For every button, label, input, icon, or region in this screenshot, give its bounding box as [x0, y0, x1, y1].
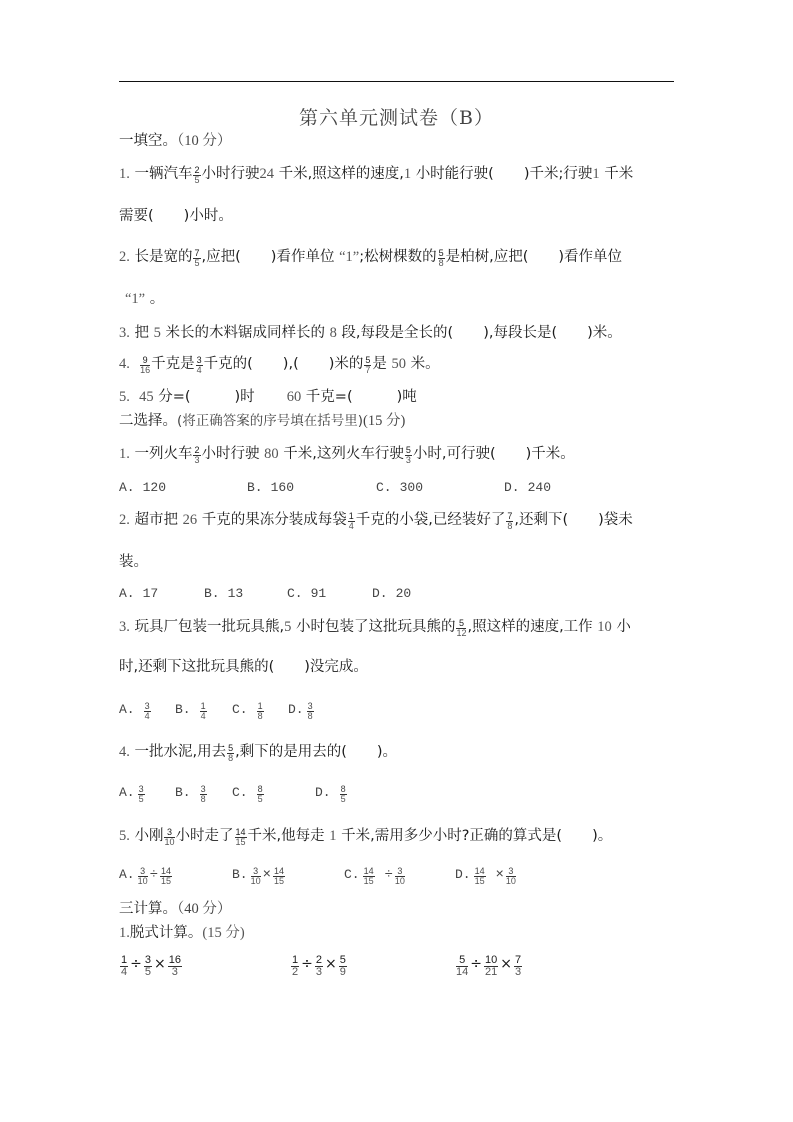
numerator: 16 [168, 953, 181, 966]
numerator: 3 [144, 953, 151, 966]
section-heading-fill-blank [119, 131, 231, 151]
text: 把 [134, 325, 149, 341]
numerator: 3 [196, 355, 202, 365]
fraction [140, 355, 151, 375]
text: 长是宽的 [134, 249, 193, 265]
subsection-points: (15 分) [202, 925, 245, 941]
denominator: 2 [292, 965, 299, 978]
option-label: C. [376, 480, 392, 495]
header-rule [119, 81, 674, 82]
text: 60 [286, 389, 302, 405]
option-b[interactable] [247, 480, 294, 495]
numerator: 14 [474, 865, 485, 876]
option-c[interactable] [344, 865, 406, 886]
numerator: 14 [274, 865, 285, 876]
operator: × [153, 956, 166, 972]
fraction [364, 355, 371, 375]
text: )。 [376, 744, 398, 760]
question-number: 3. [119, 325, 130, 341]
denominator: 4 [144, 710, 150, 721]
text: 5 [284, 619, 292, 635]
text: 一列火车 [134, 446, 193, 462]
fraction [193, 445, 200, 465]
text: 千米,需用多少小时?正确的算式是( [341, 828, 563, 844]
option-b[interactable] [204, 586, 243, 601]
numerator: 3 [200, 783, 206, 794]
denominator: 4 [196, 365, 202, 375]
numerator: 3 [508, 865, 514, 876]
operator: × [324, 956, 337, 972]
fraction [257, 700, 264, 721]
option-a[interactable] [119, 586, 158, 601]
numerator: 3 [166, 827, 172, 837]
option-value: 240 [527, 480, 552, 495]
question-number: 1. [119, 925, 130, 941]
denominator: 4 [348, 521, 354, 531]
option-label: B. [247, 480, 263, 495]
question-number: 4. [119, 356, 130, 372]
text: 千克的小袋,已经装好了 [355, 512, 506, 528]
text: 超市把 [134, 512, 178, 528]
numerator: 5 [228, 743, 234, 753]
denominator: 15 [363, 875, 374, 886]
fraction [235, 827, 247, 847]
text: )米。 [587, 325, 622, 341]
section-heading-calculation [119, 899, 231, 919]
operator: ÷ [130, 956, 142, 972]
operator: ÷ [470, 956, 482, 972]
numerator: 14 [363, 865, 374, 876]
numerator: 3 [397, 865, 403, 876]
question-1-1-cont [119, 206, 233, 226]
expression-1 [119, 953, 183, 978]
fraction [363, 865, 375, 886]
text: 26 [182, 512, 198, 528]
operator: × [500, 956, 512, 972]
text: 千米,照这样的速度, [278, 166, 404, 182]
numerator: 9 [142, 355, 148, 365]
text: )看作单位 [558, 249, 623, 265]
text: 需要( [119, 208, 154, 224]
text: 小时能行驶( [415, 166, 494, 182]
fraction [193, 248, 200, 268]
denominator: 7 [365, 365, 371, 375]
option-b[interactable] [175, 700, 208, 721]
text: 一批水泥,用去 [134, 744, 227, 760]
section-heading-choice [119, 411, 405, 431]
fraction [160, 865, 172, 886]
denominator: 12 [456, 628, 467, 638]
denominator: 10 [137, 875, 148, 886]
denominator: 5 [194, 175, 200, 185]
option-value: 20 [395, 586, 412, 601]
text: 千米,他每走 [247, 828, 325, 844]
numerator: 10 [484, 953, 498, 966]
fraction [200, 783, 207, 804]
operator: ÷ [384, 867, 393, 883]
option-label: C. [232, 785, 248, 800]
question-number: 1. [119, 166, 130, 182]
text: 米长的木料锯成同样长的 [165, 325, 325, 341]
numerator: 2 [315, 953, 322, 966]
question-1-2-cont [125, 289, 164, 309]
denominator: 3 [194, 455, 200, 465]
text: 。 [149, 291, 165, 307]
question-2-1 [119, 444, 575, 464]
fraction [250, 865, 261, 886]
question-2-4 [119, 742, 397, 762]
text: 小时行驶 [201, 446, 260, 462]
fraction [137, 865, 148, 886]
text: )。 [592, 828, 613, 844]
text: 小时走了 [175, 828, 234, 844]
option-label: B. [175, 702, 191, 717]
option-value: 13 [227, 586, 244, 601]
text: )时 [234, 389, 255, 405]
numerator: 8 [257, 783, 263, 794]
numerator: 7 [194, 248, 200, 258]
text: ,照这样的速度,工作 [467, 619, 593, 635]
denominator: 8 [438, 258, 444, 268]
option-d[interactable] [288, 700, 315, 721]
denominator: 3 [405, 455, 411, 465]
fraction [273, 865, 285, 886]
option-label: C. [344, 867, 360, 882]
numerator: 2 [194, 165, 200, 175]
fraction [138, 783, 145, 804]
text: 80 [264, 446, 279, 462]
option-a[interactable] [119, 783, 146, 804]
text: 10 [597, 619, 612, 635]
expression-2 [290, 953, 348, 978]
option-c[interactable] [376, 480, 423, 495]
fraction [348, 511, 355, 531]
fraction [456, 953, 469, 978]
section-title: 一填空。 [119, 133, 177, 149]
option-value: 91 [310, 586, 327, 601]
text: )千米。 [525, 446, 575, 462]
option-label: D. [315, 785, 331, 800]
question-2-3-cont [119, 657, 368, 677]
denominator: 8 [257, 710, 263, 721]
denominator: 15 [274, 875, 285, 886]
text: 45 [139, 389, 154, 405]
numerator: 5 [339, 953, 346, 966]
fraction [120, 953, 128, 978]
option-label: D. [372, 586, 388, 601]
text: 小 [616, 619, 631, 635]
numerator: 3 [253, 865, 259, 876]
denominator: 9 [339, 965, 346, 978]
text: )看作单位 [270, 249, 335, 265]
numerator: 7 [507, 511, 513, 521]
option-label: A. [119, 867, 135, 882]
text: 50 [391, 356, 407, 372]
subsection-title: 脱式计算。 [129, 925, 203, 941]
fraction [514, 953, 522, 978]
option-a[interactable] [119, 480, 166, 495]
section-points: (15 分) [363, 413, 406, 429]
fraction [474, 865, 486, 886]
section-note: (将正确答案的序号填在括号里) [177, 413, 364, 429]
text: 一辆汽车 [134, 166, 193, 182]
question-2-3 [119, 617, 631, 637]
option-c[interactable] [232, 783, 265, 804]
text: 段,每段是全长的( [341, 325, 454, 341]
text: )吨 [396, 389, 417, 405]
option-d[interactable] [504, 480, 551, 495]
denominator: 4 [200, 710, 206, 721]
operator: × [262, 867, 272, 883]
operator: ÷ [301, 956, 313, 972]
numerator: 1 [257, 700, 263, 711]
fraction [144, 953, 152, 978]
denominator: 5 [340, 793, 346, 804]
numerator: 1 [348, 511, 354, 521]
option-label: A. [119, 785, 135, 800]
text: 小时行驶 [201, 166, 260, 182]
question-1-4 [119, 354, 440, 374]
question-number: 1. [119, 446, 130, 462]
text: 千克的( [203, 356, 253, 372]
question-number: 5. [119, 389, 130, 405]
section-title: 三计算。 [119, 901, 177, 917]
question-2-5 [119, 826, 612, 846]
denominator: 14 [456, 965, 469, 978]
option-value: 17 [142, 586, 159, 601]
fraction [196, 355, 203, 375]
denominator: 16 [140, 365, 151, 375]
option-label: B. [175, 785, 191, 800]
option-label: D. [288, 702, 304, 717]
expression-3 [455, 953, 523, 978]
option-d[interactable] [372, 586, 411, 601]
numerator: 1 [292, 953, 299, 966]
option-label: A. [119, 586, 135, 601]
text: 千克的果冻分装成每袋 [201, 512, 347, 528]
denominator: 21 [484, 965, 498, 978]
option-label: B. [204, 586, 220, 601]
denominator: 5 [257, 793, 263, 804]
denominator: 8 [200, 793, 206, 804]
text: 千克是 [151, 356, 195, 372]
numerator: 2 [194, 445, 200, 455]
text: 5 [153, 325, 161, 341]
text: 玩具厂包装一批玩具熊, [134, 619, 285, 635]
option-c[interactable] [287, 586, 326, 601]
text: 时,还剩下这批玩具熊的( [119, 659, 275, 675]
numerator: 14 [235, 827, 246, 837]
text: ,还剩下( [514, 512, 569, 528]
text: 1 [592, 166, 600, 182]
text: 米。 [410, 356, 440, 372]
option-label: B. [232, 867, 248, 882]
section-points: （40 分） [177, 901, 232, 917]
text: ,应把( [201, 249, 241, 265]
section-title: 二选择。 [119, 413, 177, 429]
option-label: D. [504, 480, 520, 495]
denominator: 3 [171, 965, 178, 978]
option-value: 300 [399, 480, 424, 495]
text: )小时。 [183, 208, 233, 224]
numerator: 8 [340, 783, 346, 794]
denominator: 10 [394, 875, 405, 886]
denominator: 10 [164, 837, 175, 847]
text: 8 [329, 325, 337, 341]
fraction [227, 743, 234, 763]
fraction [456, 618, 467, 638]
fraction [405, 445, 412, 465]
option-label: D. [455, 867, 471, 882]
fraction [339, 953, 347, 978]
question-number: 2. [119, 512, 130, 528]
option-b[interactable] [232, 865, 286, 886]
numerator: 3 [144, 700, 150, 711]
numerator: 3 [140, 865, 146, 876]
denominator: 3 [315, 965, 322, 978]
question-1-3 [119, 323, 622, 343]
numerator: 5 [458, 618, 464, 628]
fraction [193, 165, 200, 185]
fraction [506, 511, 513, 531]
operator: × [495, 867, 504, 883]
denominator: 8 [228, 753, 234, 763]
text: 分=( [158, 389, 191, 405]
operator: ÷ [149, 867, 159, 883]
fraction [505, 865, 516, 886]
fraction [291, 953, 299, 978]
text: 小刚 [134, 828, 164, 844]
denominator: 8 [507, 521, 513, 531]
text: 千克=( [305, 389, 353, 405]
question-number: 4. [119, 744, 130, 760]
question-number: 3. [119, 619, 130, 635]
text: )千米;行驶 [523, 166, 593, 182]
denominator: 5 [138, 793, 144, 804]
page-title: 第六单元测试卷（B） [299, 107, 494, 129]
numerator: 3 [138, 783, 144, 794]
option-label: A. [119, 702, 135, 717]
fraction [315, 953, 323, 978]
question-1-1 [119, 164, 633, 184]
text: 千米,这列火车行驶 [283, 446, 404, 462]
denominator: 15 [235, 837, 246, 847]
text: 是 [372, 356, 387, 372]
denominator: 15 [161, 875, 172, 886]
fraction [257, 783, 264, 804]
numerator: 1 [121, 953, 128, 966]
text: )没完成。 [304, 659, 368, 675]
text: ,剩下的是用去的( [235, 744, 347, 760]
question-2-2 [119, 510, 633, 530]
option-d[interactable] [455, 865, 517, 886]
denominator: 5 [144, 965, 151, 978]
text: 千米 [604, 166, 634, 182]
option-b[interactable] [175, 783, 208, 804]
subsection-step-calculation [119, 923, 245, 943]
question-1-2 [119, 247, 622, 267]
question-number: 5. [119, 828, 130, 844]
text: ),每段长是( [483, 325, 558, 341]
numerator: 3 [307, 700, 313, 711]
text: 24 [259, 166, 274, 182]
numerator: 14 [161, 865, 172, 876]
fraction [164, 827, 175, 847]
fraction [144, 700, 151, 721]
option-value: 120 [142, 480, 167, 495]
numerator: 7 [514, 953, 522, 966]
denominator: 15 [474, 875, 485, 886]
text: 是柏树,应把( [445, 249, 529, 265]
option-a[interactable] [119, 865, 173, 886]
option-value: 160 [270, 480, 295, 495]
option-a[interactable] [119, 700, 152, 721]
text: 1 [329, 828, 337, 844]
question-number: 2. [119, 249, 130, 265]
text: “1” [125, 291, 146, 307]
denominator: 10 [505, 875, 516, 886]
fraction [200, 700, 207, 721]
question-1-5 [119, 387, 417, 407]
option-label: C. [232, 702, 248, 717]
text: 小时包装了这批玩具熊的 [295, 619, 456, 635]
fraction [484, 953, 498, 978]
numerator: 5 [459, 953, 466, 966]
text: ;松树棵数的 [359, 249, 437, 265]
text: ),( [282, 356, 299, 372]
option-label: A. [119, 480, 135, 495]
fraction [307, 700, 314, 721]
denominator: 8 [307, 710, 313, 721]
denominator: 3 [514, 965, 522, 978]
numerator: 5 [438, 248, 444, 258]
text: 装。 [119, 554, 148, 570]
section-points: （10 分） [177, 133, 232, 149]
fraction [438, 248, 445, 268]
numerator: 5 [405, 445, 411, 455]
denominator: 4 [121, 965, 128, 978]
option-label: C. [287, 586, 303, 601]
text: 小时,可行驶( [412, 446, 496, 462]
fraction [168, 953, 182, 978]
text: “1” [339, 249, 360, 265]
fraction [394, 865, 405, 886]
numerator: 1 [200, 700, 206, 711]
denominator: 10 [250, 875, 261, 886]
question-2-2-cont [119, 552, 148, 572]
text: )米的 [328, 356, 364, 372]
text: 1 [403, 166, 412, 182]
fraction [340, 783, 347, 804]
option-c[interactable] [232, 700, 265, 721]
text: )袋未 [598, 512, 633, 528]
numerator: 5 [365, 355, 371, 365]
denominator: 5 [194, 258, 200, 268]
option-d[interactable] [315, 783, 348, 804]
